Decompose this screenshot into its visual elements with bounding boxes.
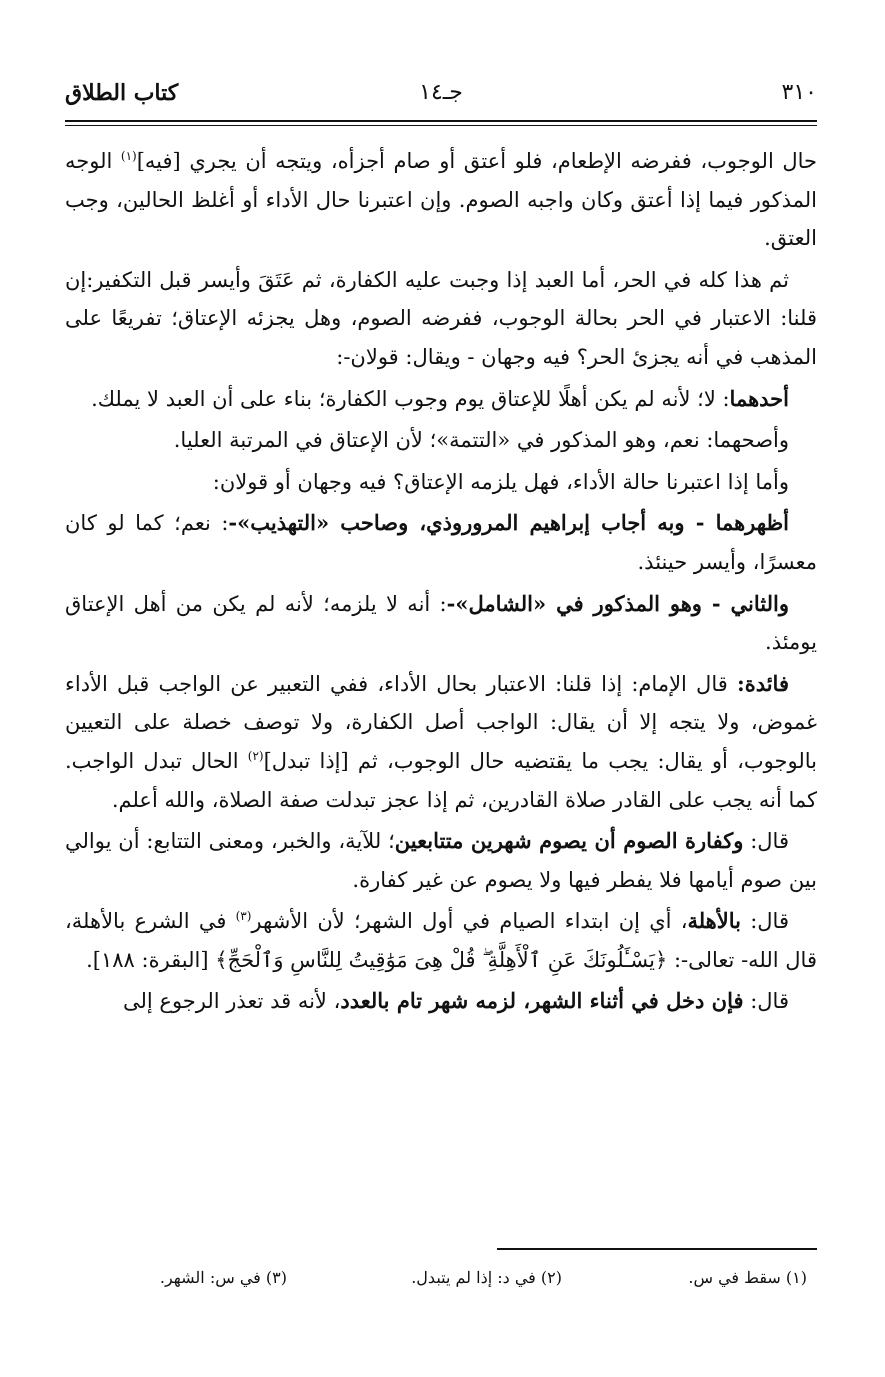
paragraph: والثاني - وهو المذكور في «الشامل»-: أنه لا يلزمه؛ لأنه لم يكن من أهل الإعتاق يومئذ. (65, 590, 817, 655)
paragraph: قال: فإن دخل في أثناء الشهر، لزمه شهر تام بالعدد، لأنه قد تعذر الرجوع إلى (123, 988, 789, 1014)
paragraph: أحدهما: لا؛ لأنه لم يكن أهلًا للإعتاق يوم وجوب الكفارة؛ بناء على أن العبد لا يملك. (91, 385, 789, 411)
footnote-ref: (١) (120, 149, 137, 163)
page-number: ٣١٠ (781, 80, 817, 105)
header-rule-thick (65, 120, 817, 122)
main-text (65, 142, 817, 1024)
footnotes (65, 1266, 817, 1290)
paragraph: فائدة: قال الإمام: إذا قلنا: الاعتبار بحال الأداء، ففي التعبير عن الواجب قبل الأداء غموض، ولا يتجه إلا أن يقال: الواجب أصل الكفارة، ولا توصف خصلة على التعيين بالوجوب، أو يقال: يجب ما يقتضيه حال الوجوب، ثم [إذا تبدل]$^{(٢)}$ الحال تبدل الواجب. كما أنه يجب على القادر صلاة القادرين، ثم إذا عجز تبدلت صفة الصلاة، والله أعلم. (65, 670, 817, 812)
paragraph: وأصحهما: نعم، وهو المذكور في «التتمة»؛ لأن الإعتاق في المرتبة العليا. (173, 428, 789, 453)
paragraph: ثم هذا كله في الحر، أما العبد إذا وجبت عليه الكفارة، ثم عَتَقَ وأيسر قبل التكفير:إن قلنا: الاعتبار في الحر بحالة الوجوب، ففرضه الصوم، وهل يجزئه الإعتاق؛ تفريعًا على المذهب في أنه يجزئ الحر؟ فيه وجهان - ويقال: قولان-: (65, 267, 817, 369)
paragraph: قال: وكفارة الصوم أن يصوم شهرين متتابعين؛ للآية، والخبر، ومعنى التتابع: أن يوالي بين صوم أيامها فلا يفطر فيها ولا يصوم عن غير كفارة. (65, 828, 817, 892)
paragraph: حال الوجوب، ففرضه الإطعام، فلو أعتق أو صام أجزأه، ويتجه أن يجري [فيه]$^{(١)}$ الوجه المذكور فيما إذا أعتق وكان واجبه الصوم. وإن اعتبرنا حال الأداء أو أغلظ الحالين، وجب العتق. (65, 149, 817, 251)
footnote-3: (٣) في س: الشهر. (159, 1268, 287, 1287)
paragraph: أظهرهما - وبه أجاب إبراهيم المروروذي، وصاحب «التهذيب»-: نعم؛ كما لو كان معسرًا، وأيسر حينئذ. (65, 510, 817, 574)
book-title: كتاب الطلاق (65, 80, 179, 106)
footnote-rule (497, 1248, 817, 1250)
footnote-1: (١) سقط في س. (688, 1268, 807, 1287)
paragraph: قال: بالأهلة، أي إن ابتداء الصيام في أول الشهر؛ لأن الأشهر$^{(٣)}$ في الشرع بالأهلة، قال الله- تعالى-: ﴿يَسْـَٔلُونَكَ عَنِ ٱلْأَهِلَّةِ ۖ قُلْ هِىَ مَوَٰقِيتُ لِلنَّاسِ وَٱلْحَجِّ﴾ [البقرة: ١٨٨]. (65, 908, 817, 972)
footnote-ref: (٢) (247, 748, 264, 763)
paragraph: وأما إذا اعتبرنا حالة الأداء، فهل يلزمه الإعتاق؟ فيه وجهان أو قولان: (212, 469, 789, 494)
footnote-2: (٢) في د: إذا لم يتبدل. (411, 1268, 562, 1287)
running-header (65, 70, 817, 116)
header-rule-thin (65, 125, 817, 126)
footnote-ref: (٣) (235, 909, 252, 924)
volume-number: جـ١٤ (419, 80, 463, 105)
book-page (65, 70, 817, 1310)
